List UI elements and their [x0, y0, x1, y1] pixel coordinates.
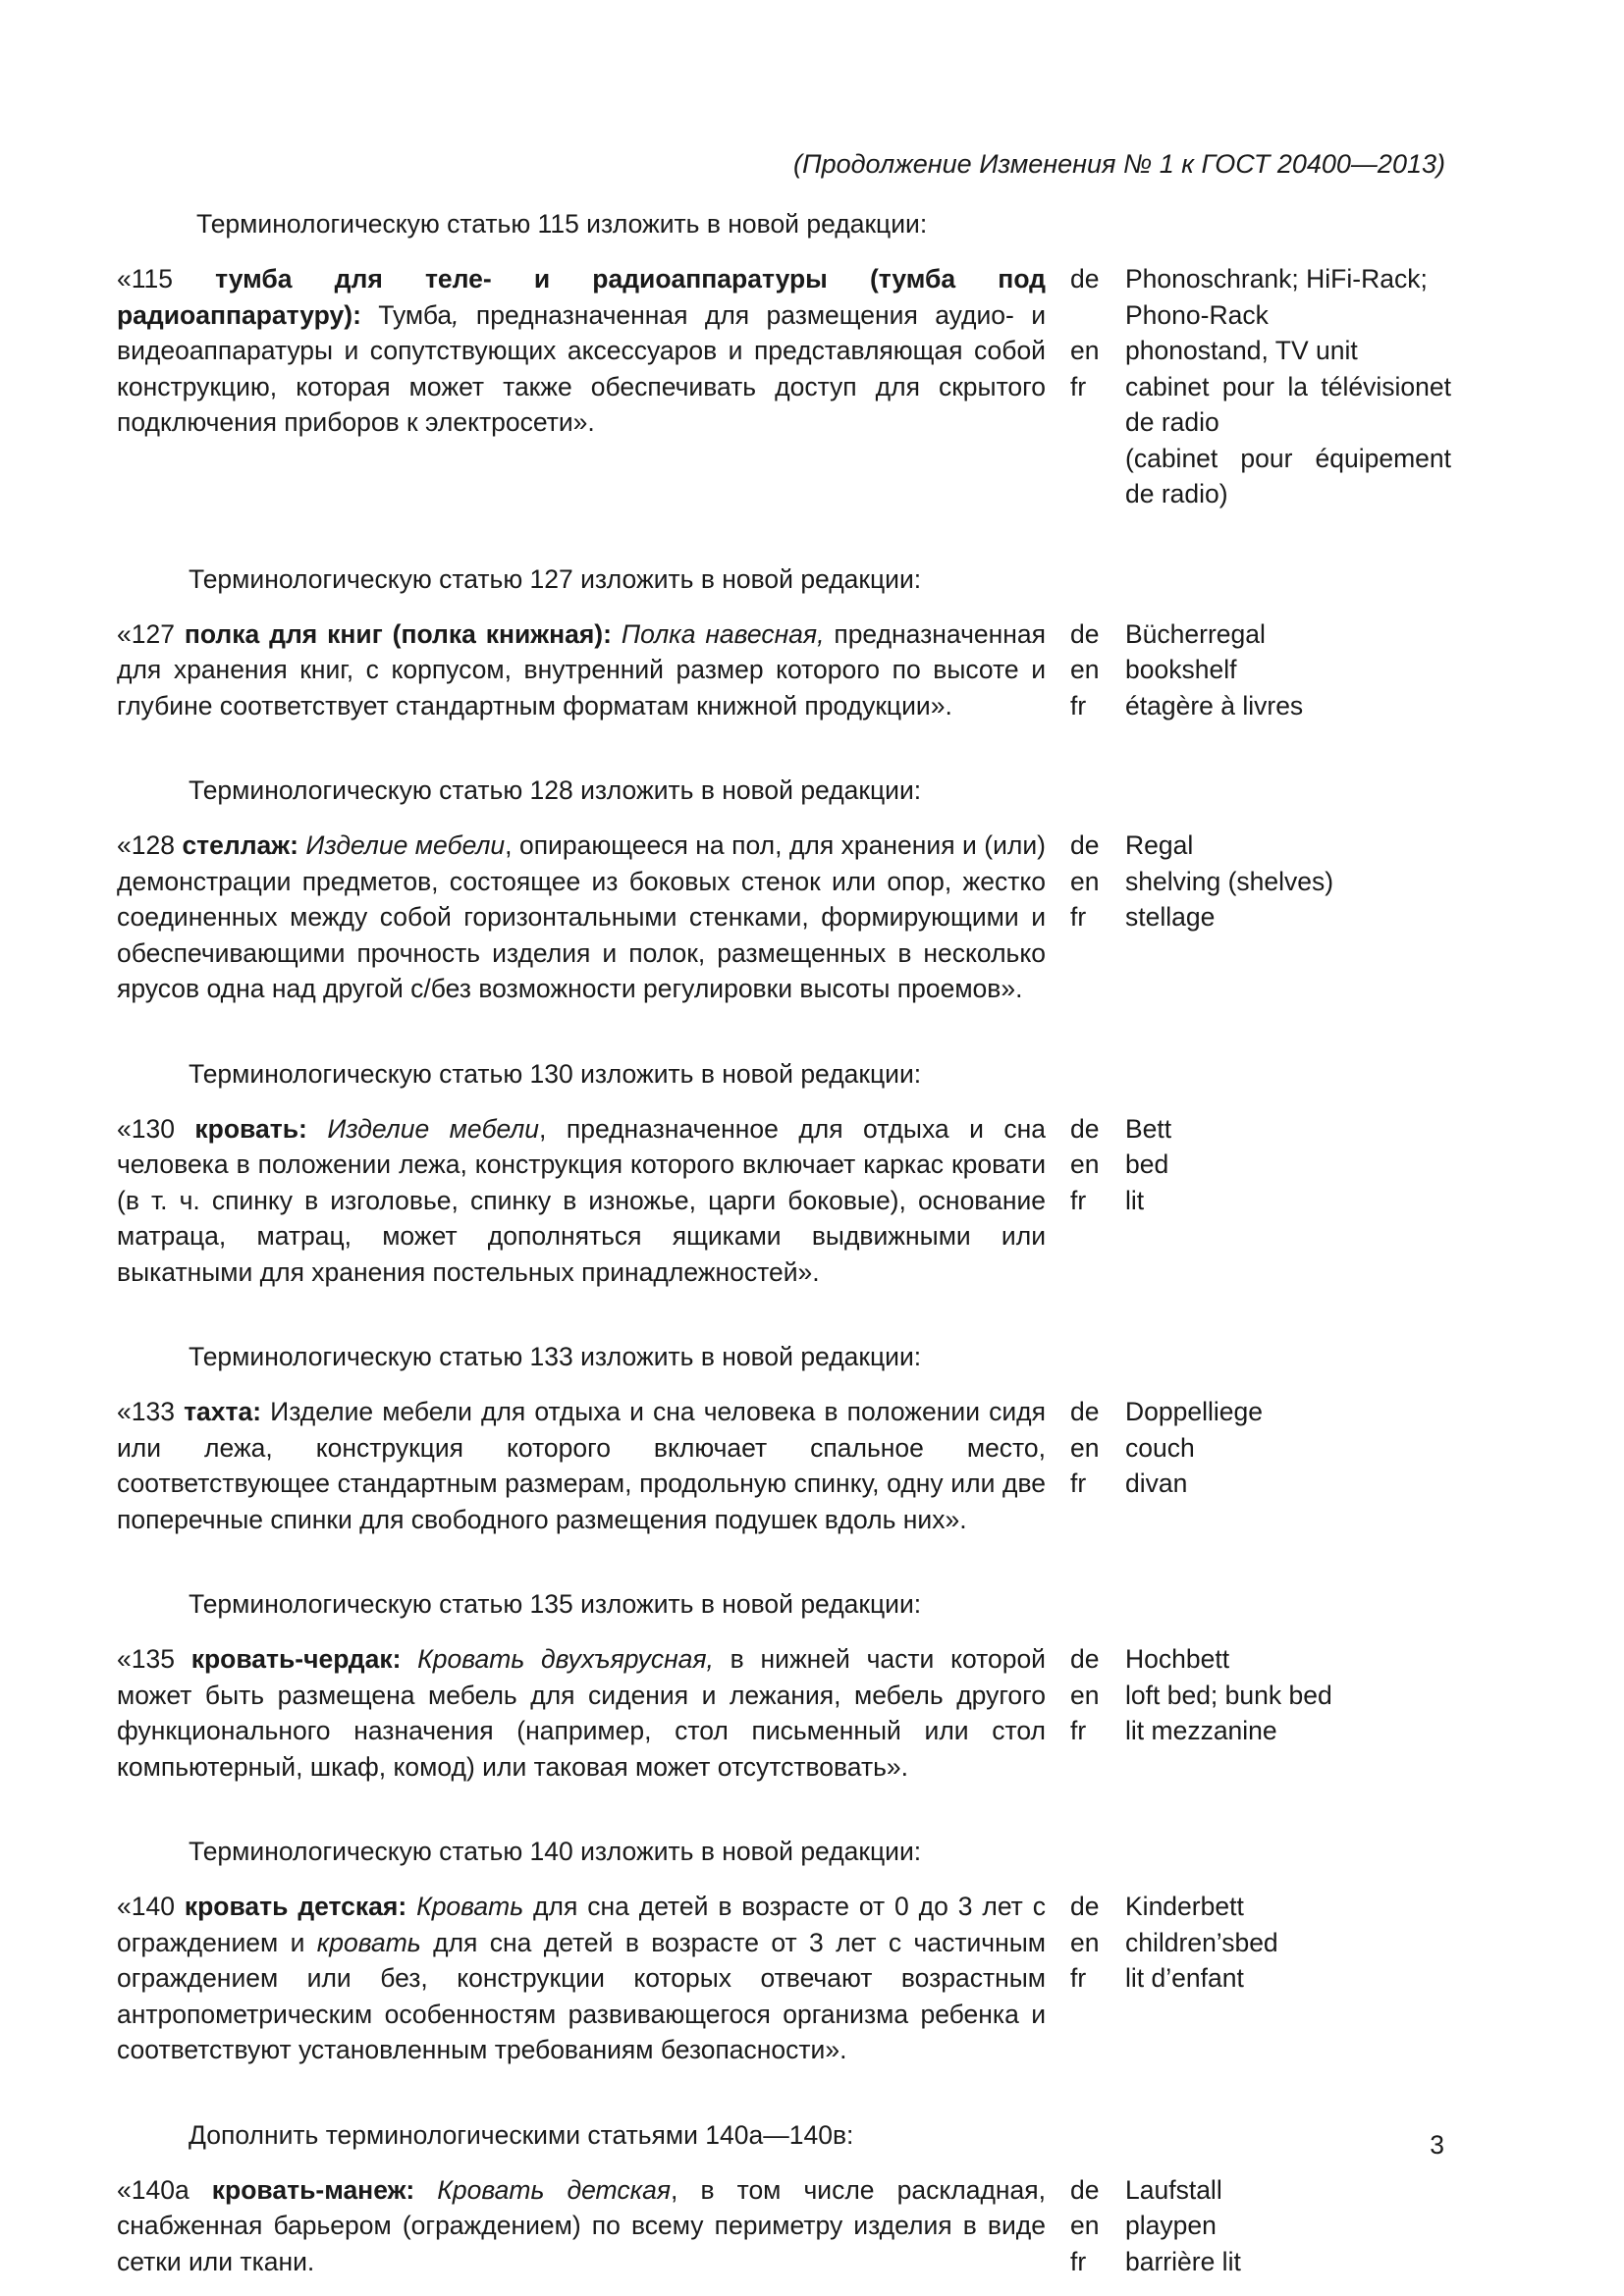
equivalents	[1070, 616, 1451, 724]
lang-code-en: en	[1070, 1149, 1100, 1179]
definition-text: , предназначенное для отдыха и сна человека в положении лежа, конструкция которого включает каркас кровати (в т. ч. спинку в изголовье, спинку в изножье, царги боковые), основание матраца, матрац, может дополняться ящиками выдвижными или выкатными для хранения постельных принадлежностей».	[117, 1113, 1046, 1287]
term-fr: stellage	[1125, 902, 1216, 932]
page-header: (Продолжение Изменения № 1 к ГОСТ 20400—2013)	[793, 149, 1445, 179]
term-en: phonostand, TV unit	[1125, 336, 1358, 365]
lang-code-en: en	[1070, 2211, 1100, 2240]
lang-code-fr: fr	[1070, 1468, 1087, 1498]
term-fr: barrière lit	[1125, 2246, 1241, 2276]
lang-code-fr: fr	[1070, 902, 1087, 932]
lang-code-en: en	[1070, 1927, 1100, 1957]
term-de: Bett	[1125, 1113, 1172, 1144]
equivalents	[1070, 2172, 1451, 2280]
instruction-135: Терминологическую статью 135 изложить в новой редакции:	[189, 1589, 922, 1619]
article-115	[117, 261, 1452, 512]
lang-code-de: de	[1070, 830, 1100, 860]
article-128	[117, 828, 1452, 1007]
document-body	[117, 206, 1452, 2279]
term-fr: lit mezzanine	[1125, 1716, 1277, 1745]
article-140	[117, 1889, 1452, 2068]
term-name: кровать-манеж:	[211, 2174, 415, 2205]
cross-reference: Кровать двухъярусная,	[417, 1644, 714, 1674]
article-text	[117, 2172, 1046, 2280]
page-number: 3	[1430, 2130, 1444, 2160]
cross-reference: Изделие мебели	[327, 1113, 540, 1144]
lang-code-fr: fr	[1070, 1716, 1087, 1745]
article-number: «140а	[117, 2174, 212, 2205]
term-de: Laufstall	[1125, 2174, 1222, 2205]
term-en: loft bed; bunk bed	[1125, 1680, 1332, 1710]
cross-reference: Кровать детская	[437, 2174, 671, 2205]
article-text: «115 тумба для теле- и радиоаппаратуры (тумба под радиоаппаратуру): Тумба, предназначенная для размещения аудио- и видеоаппаратуры и сопутствующих аксессуаров и представляющая собой конструкцию, которая может также обеспечивать доступ для скрытого подключения приборов к электросети».	[117, 264, 1046, 437]
article-text	[117, 1889, 1046, 2068]
lang-code-en: en	[1070, 336, 1100, 365]
article-number: «127	[117, 618, 185, 649]
term-en: bookshelf	[1125, 655, 1237, 684]
article-number: «130	[117, 1113, 195, 1144]
term-en: bed	[1125, 1149, 1169, 1179]
term-name: полка для книг (полка книжная):	[184, 618, 612, 649]
article-text	[117, 1394, 1046, 1537]
lang-code-fr: fr	[1070, 1185, 1087, 1215]
term-name: тахта:	[184, 1397, 262, 1426]
lang-code-en: en	[1070, 1680, 1100, 1710]
term-en: children’sbed	[1125, 1927, 1278, 1957]
lang-code-de: de	[1070, 1892, 1100, 1921]
lang-code-en: en	[1070, 866, 1100, 896]
term-fr: (cabinet pour équipement de radio)	[1125, 443, 1451, 508]
definition-text: Тумба	[360, 299, 453, 330]
article-127	[117, 616, 1452, 724]
equivalents	[1070, 261, 1451, 512]
definition-text: в нижней части которой может быть размещена мебель для сидения и лежания, мебель другого функционального назначения (например, стол письменный или стол компьютерный, шкаф, комод) или таковая может отсутствовать».	[117, 1644, 1046, 1782]
lang-code-fr: fr	[1070, 1963, 1087, 1993]
lang-code-de: de	[1070, 618, 1100, 649]
instruction-130: Терминологическую статью 130 изложить в новой редакции:	[189, 1058, 922, 1089]
term-fr: cabinet pour la télévisionet de radio	[1125, 371, 1451, 437]
term-name: кровать детская:	[184, 1892, 407, 1921]
article-text	[117, 1111, 1046, 1291]
equivalents	[1070, 1394, 1451, 1502]
term-en: couch	[1125, 1432, 1195, 1463]
instruction-127: Терминологическую статью 127 изложить в новой редакции:	[189, 563, 922, 594]
term-de: Bücherregal	[1125, 618, 1266, 649]
instruction-140a: Дополнить терминологическими статьями 140а—140в:	[189, 2119, 854, 2150]
instruction-133: Терминологическую статью 133 изложить в новой редакции:	[189, 1342, 922, 1371]
lang-code-fr: fr	[1070, 690, 1087, 721]
instruction-128: Терминологическую статью 128 изложить в новой редакции:	[189, 775, 922, 805]
article-number: «135	[117, 1644, 191, 1674]
lang-code-de: de	[1070, 1397, 1100, 1426]
article-text	[117, 616, 1046, 724]
term-de: Hochbett	[1125, 1644, 1230, 1674]
term-fr: lit	[1125, 1185, 1145, 1215]
definition-text: Изделие мебели для отдыха и сна человека в положении сидя или лежа, конструкция которого включает спальное место, соответствующее стандартным размерам, продольную спинку, одну или две поперечные спинки для свободного размещения подушек вдоль них».	[117, 1397, 1046, 1534]
lang-code-en: en	[1070, 655, 1100, 684]
definition-text: предназначенная для хранения книг, с корпусом, внутренний размер которого по высоте и глубине соответствует стандартным форматам книжной продукции».	[117, 618, 1046, 721]
article-140a	[117, 2172, 1452, 2280]
term-name: кровать-чердак:	[190, 1644, 402, 1674]
lang-code-fr: fr	[1070, 2246, 1087, 2276]
cross-reference: Кровать	[416, 1892, 524, 1921]
term-fr: étagère à livres	[1125, 690, 1304, 721]
term-de: Doppelliege	[1125, 1397, 1263, 1426]
article-130	[117, 1111, 1452, 1291]
term-name: тумба для теле- и радиоаппаратуры (тумба под радиоаппаратуру):	[117, 264, 1046, 330]
term-de: Regal	[1125, 830, 1194, 860]
term-en: playpen	[1125, 2211, 1217, 2240]
lang-code-de: de	[1070, 264, 1100, 294]
article-135	[117, 1641, 1452, 1785]
term-en: shelving (shelves)	[1125, 866, 1334, 896]
article-number: «140	[117, 1892, 185, 1921]
lang-code-de: de	[1070, 1113, 1100, 1144]
term-fr: lit d’enfant	[1125, 1963, 1244, 1993]
term-fr: divan	[1125, 1468, 1188, 1498]
lang-code-en: en	[1070, 1432, 1100, 1463]
definition-text: для сна детей в возрасте от 0 до 3 лет с ограждением и	[117, 1892, 1046, 1957]
lang-code-de: de	[1070, 1644, 1100, 1674]
term-de: Phonoschrank; HiFi-Rack;	[1125, 264, 1428, 294]
instruction-115: Терминологическую статью 115 изложить в новой редакции:	[196, 209, 928, 239]
article-number: «128	[117, 830, 183, 860]
term-de: Kinderbett	[1125, 1892, 1244, 1921]
term-de: Phono-Rack	[1125, 299, 1269, 330]
cross-reference: кровать	[316, 1927, 421, 1957]
lang-code-fr: fr	[1070, 371, 1087, 401]
cross-reference: Полка навесная,	[621, 618, 825, 649]
cross-reference: Изделие мебели	[305, 830, 506, 860]
term-name: стеллаж:	[182, 830, 298, 860]
definition-text: , опирающееся на пол, для хранения и (или) демонстрации предметов, состоящее из боковых стенок или опор, жестко соединенных между собой горизонтальными стенками, формирующими и обеспечивающими прочность изделия и полок, размещенных в несколько ярусов одна над другой с/без возможности регулировки высоты проемов».	[117, 830, 1047, 1003]
definition-text: , в том числе раскладная, снабженная барьером (ограждением) по всему периметру изделия в виде сетки или ткани.	[117, 2174, 1046, 2276]
article-text	[117, 828, 1046, 1007]
article-text	[117, 1641, 1046, 1785]
equivalents	[1070, 828, 1451, 935]
term-name: кровать:	[194, 1113, 307, 1144]
lang-code-de: de	[1070, 2174, 1100, 2205]
instruction-140: Терминологическую статью 140 изложить в новой редакции:	[189, 1837, 922, 1866]
article-number: «133	[117, 1397, 185, 1426]
definition-text: для сна детей в возрасте от 3 лет с частичным ограждением или без, конструкции которых отвечают возрастным антропометрическим особенностям развивающегося организма ребенка и соответствуют установленным требованиям безопасности».	[117, 1927, 1046, 2064]
article-133	[117, 1394, 1452, 1537]
article-number: «115	[117, 264, 216, 294]
equivalents	[1070, 1641, 1451, 1749]
equivalents	[1070, 1111, 1451, 1219]
definition-text: предназначенная для размещения аудио- и видеоаппаратуры и сопутствующих аксессуаров и представляющая собой конструкцию, которая может также обеспечивать доступ для скрытого подключения приборов к электросети».	[117, 299, 1046, 437]
equivalents	[1070, 1889, 1451, 1997]
